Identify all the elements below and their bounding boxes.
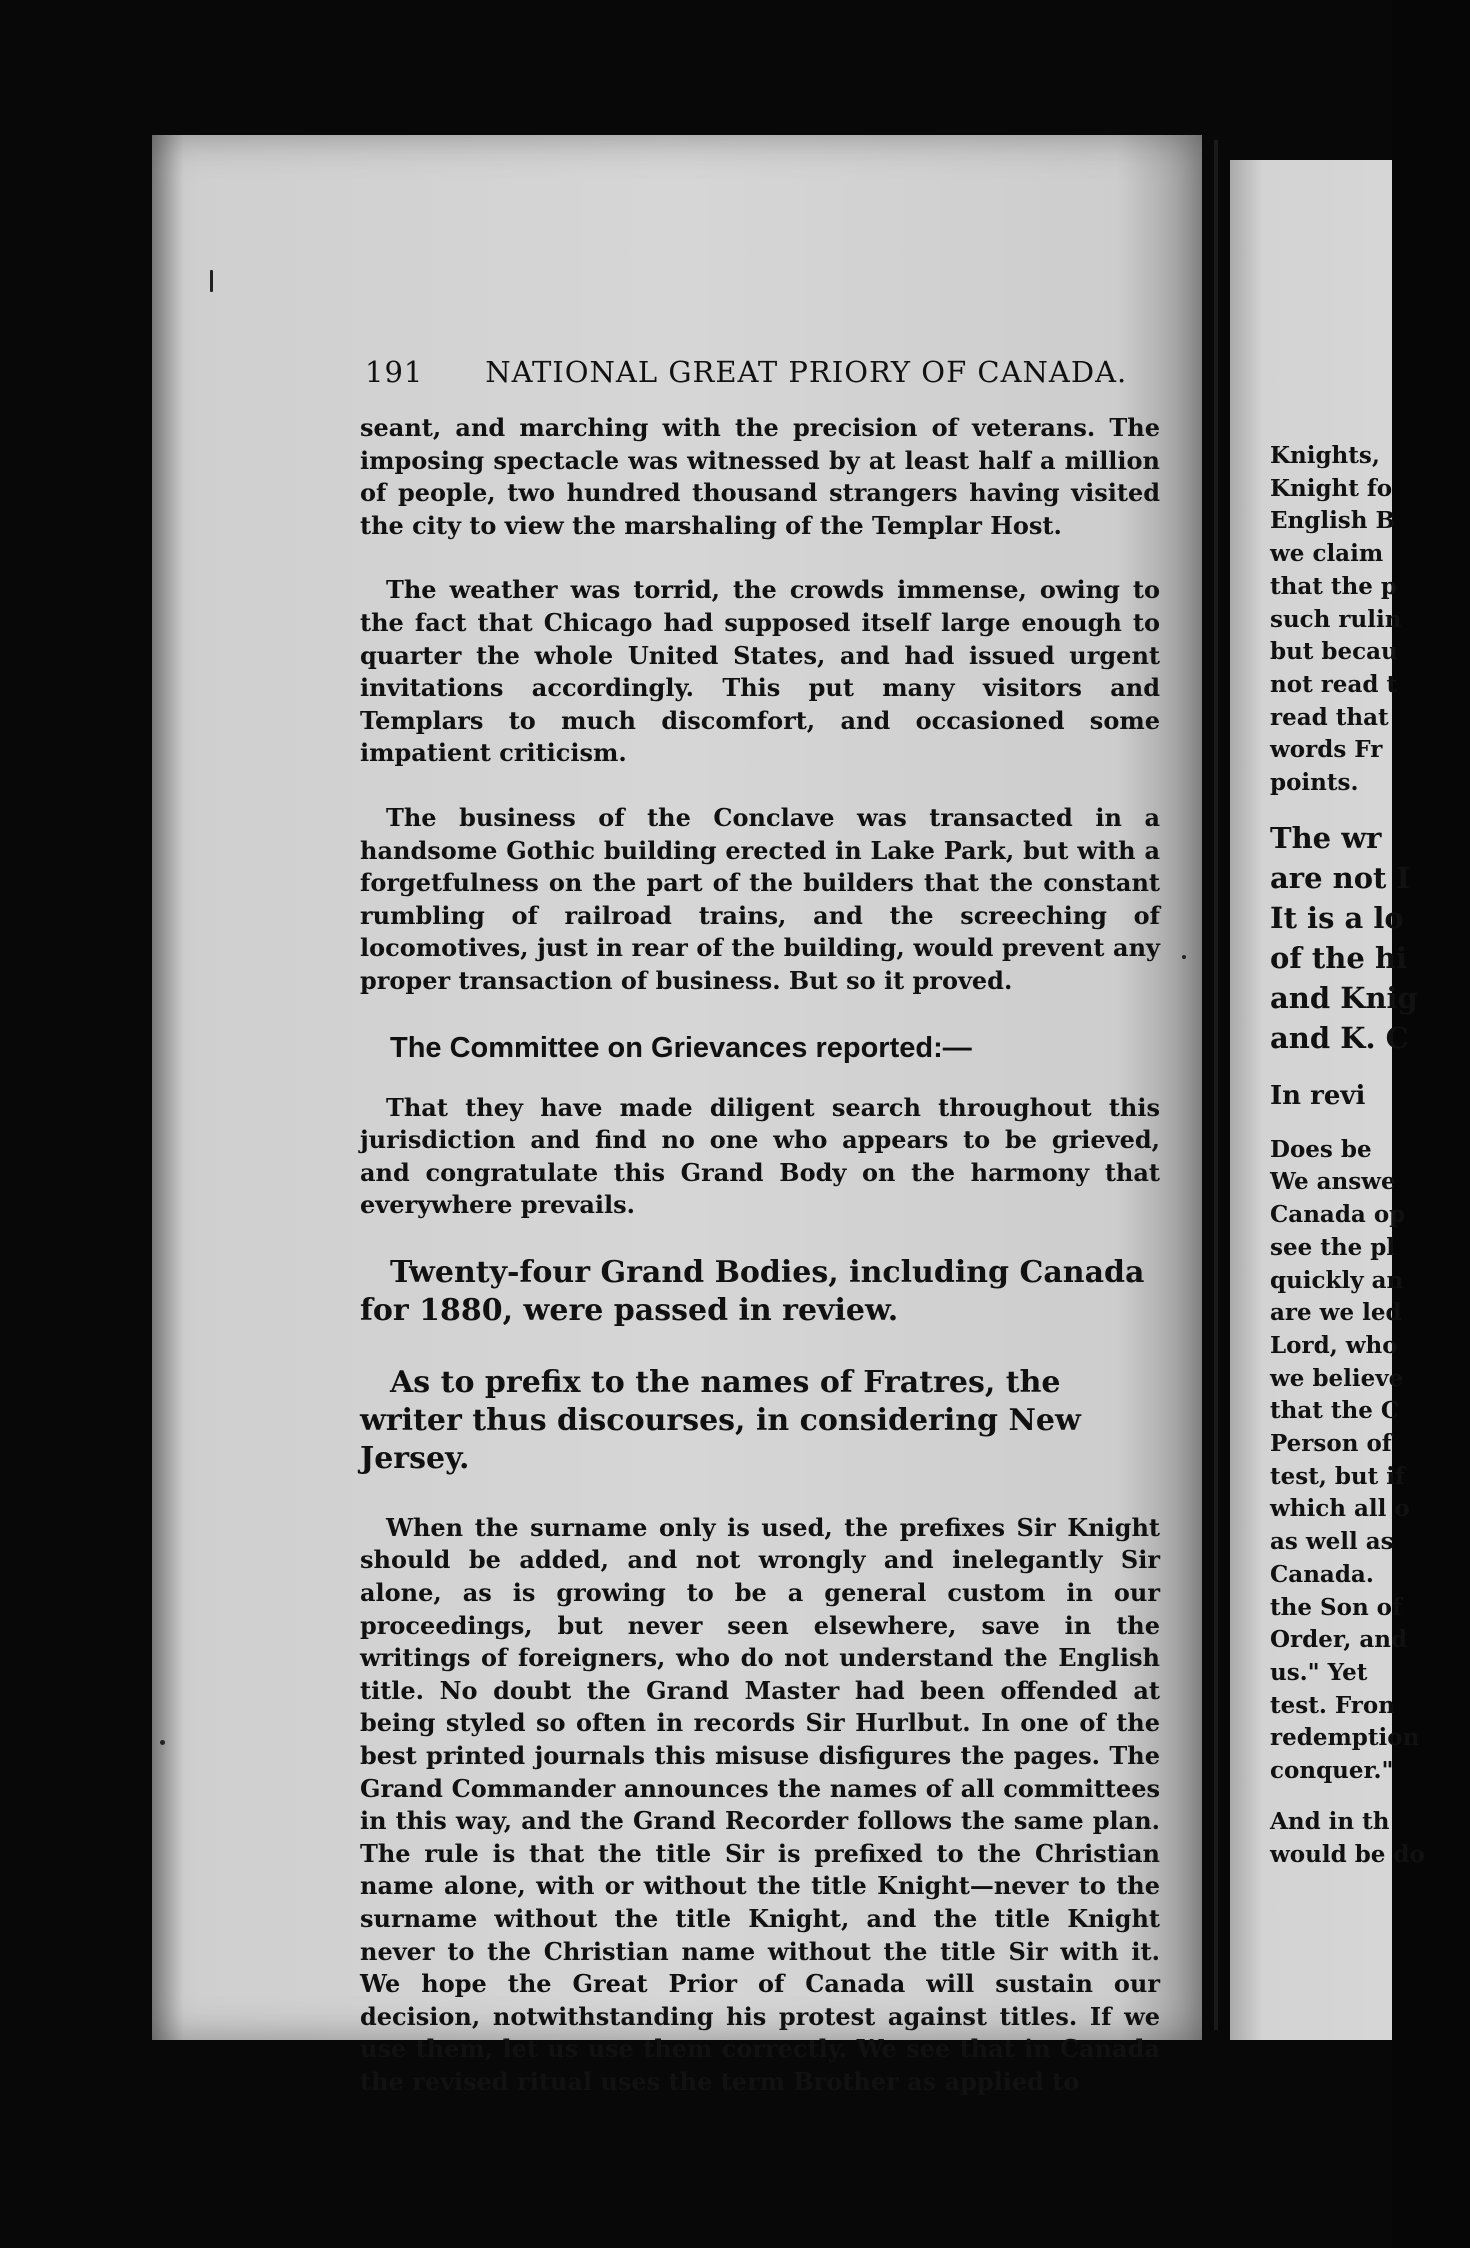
facing-line: Lord, who [1270, 1331, 1398, 1359]
running-title: NATIONAL GREAT PRIORY OF CANADA. [485, 355, 1128, 389]
facing-line: such rulin [1270, 605, 1402, 633]
facing-line: us." Yet [1270, 1658, 1368, 1686]
page-number: 191 [365, 355, 424, 389]
facing-line: redemption [1270, 1724, 1420, 1752]
facing-line: English B [1270, 507, 1395, 535]
heading-grievances: The Committee on Grievances reported:— [390, 1031, 972, 1064]
facing-line: conquer." [1270, 1757, 1394, 1785]
facing-line: We answe [1270, 1168, 1396, 1196]
facing-line: quickly an [1270, 1266, 1404, 1294]
scan-speck [210, 270, 213, 292]
facing-line: but becau [1270, 638, 1398, 666]
facing-gap [1270, 1058, 1470, 1076]
facing-line-review: In revi [1270, 1080, 1366, 1111]
running-head [365, 355, 1128, 389]
paragraph-conclave: The business of the Conclave was transacted in a handsome Gothic building erected in Lake Park, but with a forgetfulness on the part of the builders that the constant rumbling of railroad trains, and the screeching of locomotives, just in rear of the building, would prevent any proper transaction of business. But so it proved. [360, 802, 1160, 995]
facing-line: Canada op [1270, 1201, 1406, 1229]
facing-line: and Knig [1270, 980, 1418, 1015]
facing-lines-b [1270, 1134, 1470, 1788]
facing-line: Knight fo [1270, 474, 1393, 502]
scan-speck [160, 1740, 165, 1745]
paragraph-pageant: seant, and marching with the precision of veterans. The imposing spectacle was witnessed by at least half a million of people, two hundred thousand strangers having visited the city to view the marshaling of the Templar Host. [360, 413, 1160, 540]
facing-line: test, but if [1270, 1462, 1405, 1490]
facing-lines-c [1270, 1806, 1470, 1871]
facing-page-text [1270, 440, 1470, 1871]
facing-line: And in th [1270, 1807, 1390, 1835]
facing-gap [1270, 1788, 1470, 1806]
facing-line: are not I [1270, 860, 1411, 895]
facing-line: we claim [1270, 540, 1384, 568]
facing-line: Does be [1270, 1135, 1372, 1163]
facing-line: Knights, [1270, 442, 1380, 469]
facing-line: words Fr [1270, 736, 1383, 764]
facing-line: Person of [1270, 1430, 1392, 1458]
page-gutter [1214, 140, 1218, 2030]
facing-lines-big [1270, 818, 1470, 1058]
facing-line: are we led [1270, 1299, 1402, 1327]
facing-gap [1270, 800, 1470, 818]
heading-review: Twenty-four Grand Bodies, including Canada for 1880, were passed in review. [360, 1254, 1145, 1328]
page-body [360, 412, 1160, 2133]
facing-lines-a [1270, 440, 1470, 800]
facing-gap [1270, 1116, 1470, 1134]
scan-speck [1182, 955, 1186, 959]
paragraph-grievances: That they have made diligent search throughout this jurisdiction and find no one who appears to be grieved, and congratulate this Grand Body on the harmony that everywhere prevails. [360, 1092, 1160, 1220]
facing-line: and K. C [1270, 1020, 1409, 1055]
facing-line: as well as [1270, 1528, 1394, 1556]
facing-line: points. [1270, 769, 1359, 797]
facing-line: that the p [1270, 572, 1397, 600]
facing-line: we believe [1270, 1364, 1404, 1392]
heading-prefix: As to prefix to the names of Fratres, the writer thus discourses, in considering New Jersey. [360, 1364, 1081, 1476]
facing-line: see the pl [1270, 1233, 1396, 1261]
facing-line: Canada. [1270, 1560, 1374, 1588]
facing-line: that the C [1270, 1397, 1400, 1425]
facing-line: test. Fron [1270, 1691, 1395, 1719]
paragraph-prefix: When the surname only is used, the prefixes Sir Knight should be added, and not wrongly and inelegantly Sir alone, as is growing to be a general custom in our proceedings, but never seen elsewhere, save in the writings of foreigners, who do not understand the English title. No doubt the Grand Master had been offended at being styled so often in records Sir Hurlbut. In one of the best printed journals this misuse disfigures the pages. The Grand Commander announces the names of all committees in this way, and the Grand Recorder follows the same plan. The rule is that the title Sir is prefixed to the Christian name alone, with or without the title Knight—never to the surname without the title Knight, and the title Knight never to the Christian name without the title Sir with it. We hope the Great Prior of Canada will sustain our decision, notwithstanding his protest against titles. If we use them, let us use them correctly. We see that in Canada the revised ritual uses the term Brother as applied to [360, 1512, 1160, 2096]
facing-line: of the hi [1270, 940, 1408, 975]
paragraph-weather: The weather was torrid, the crowds immense, owing to the fact that Chicago had supposed itself large enough to quarter the whole United States, and had issued urgent invitations accordingly. This put many visitors and Templars to much discomfort, and occasioned some impatient criticism. [360, 575, 1160, 768]
facing-line: would be do [1270, 1840, 1425, 1868]
facing-line: the Son of [1270, 1593, 1402, 1621]
facing-line: It is a lo [1270, 900, 1404, 935]
facing-line: The wr [1270, 820, 1382, 855]
facing-line: read that [1270, 703, 1389, 731]
facing-line: not read t [1270, 670, 1398, 698]
facing-line: which all o [1270, 1495, 1410, 1523]
facing-line: Order, and [1270, 1626, 1408, 1654]
